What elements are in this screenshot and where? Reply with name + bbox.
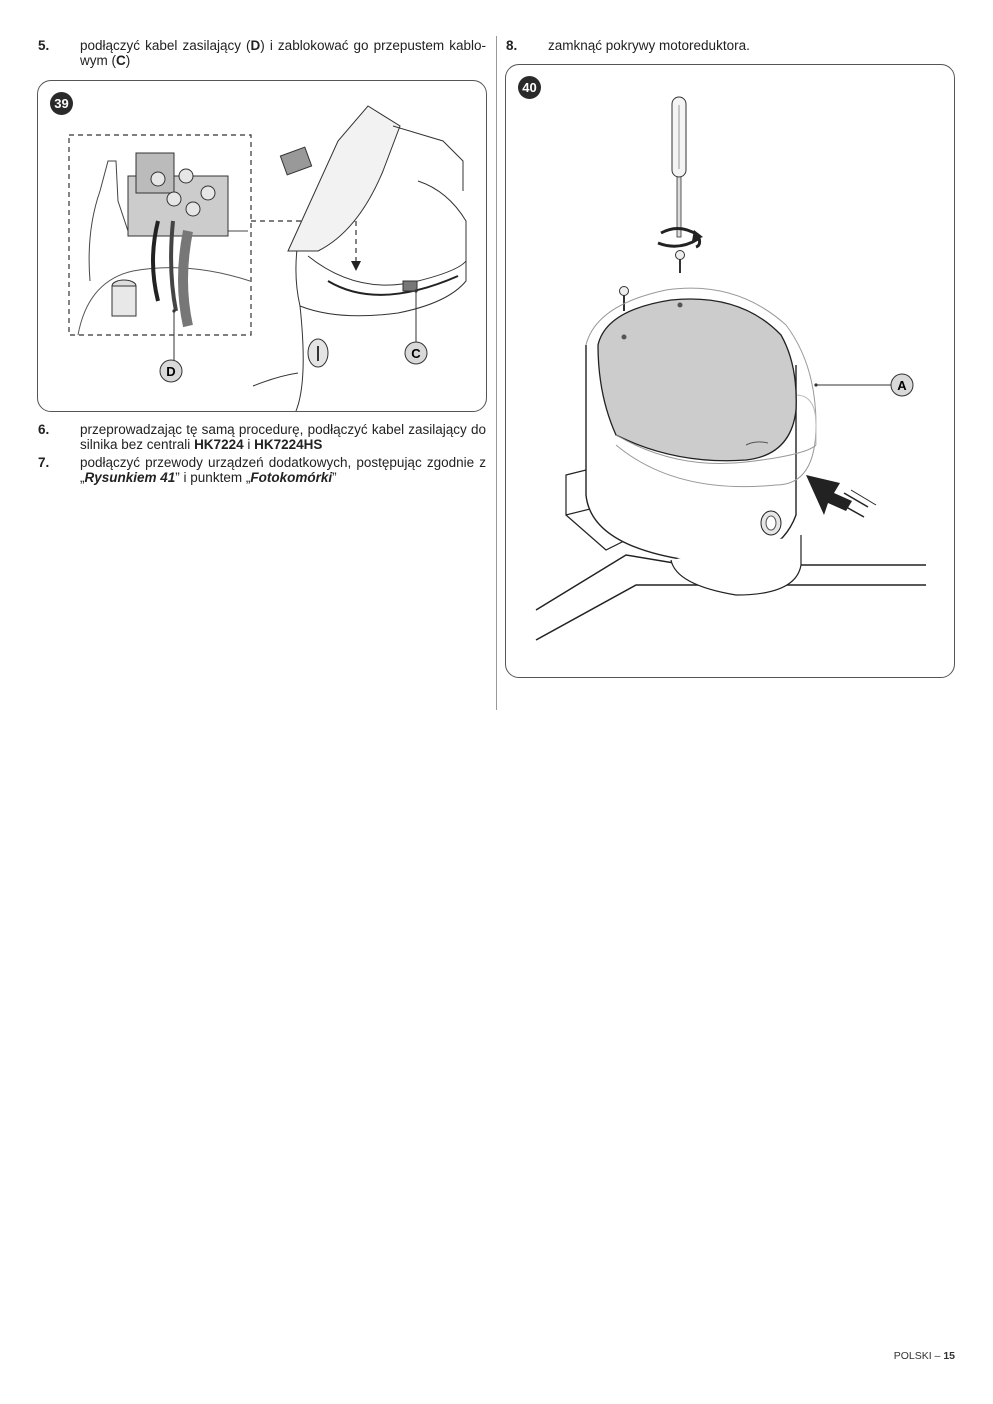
ref-photocells: Fotokomórki (250, 470, 333, 485)
step-7 (38, 455, 488, 487)
figure-39 (37, 80, 487, 412)
column-divider (496, 36, 497, 710)
ref-figure-41: Rysunkiem 41 (84, 470, 176, 485)
figure-number-badge: 40 (518, 76, 541, 99)
footer-language: POLSKI – (893, 1350, 944, 1362)
figure-40-illustration (506, 65, 954, 677)
ref-c: C (116, 53, 126, 68)
model-hk7224hs: HK7224HS (254, 437, 323, 452)
step-number: 8. (506, 38, 518, 53)
step-number: 7. (38, 455, 50, 470)
figure-40 (505, 64, 955, 678)
figure-39-illustration (38, 81, 486, 411)
step-text: przeprowadzając tę samą procedurę, podłączyć kabel zasilający do silnika bez centrali HK7224 i HK7224HS (80, 422, 486, 452)
step-text: zamknąć pokrywy motoreduktora. (548, 38, 750, 53)
label-d: D (166, 364, 176, 379)
ref-d: D (250, 38, 261, 53)
step-5 (38, 38, 488, 70)
page-number: 15 (943, 1350, 955, 1362)
step-number: 5. (38, 38, 50, 53)
label-a: A (897, 378, 907, 393)
step-8 (506, 38, 956, 54)
step-number: 6. (38, 422, 50, 437)
step-text: podłączyć kabel zasilający (D) i zablokować go przepustem kablo-wym (C) (80, 38, 487, 68)
model-hk7224: HK7224 (194, 437, 244, 452)
figure-number-badge: 39 (50, 92, 73, 115)
label-c: C (411, 346, 421, 361)
step-6 (38, 422, 488, 454)
step-text: podłączyć przewody urządzeń dodatkowych, postępując zgodnie z „Rysunkiem 41” i punktem „Fotokomórki” (80, 455, 486, 485)
page-footer (894, 1350, 955, 1362)
